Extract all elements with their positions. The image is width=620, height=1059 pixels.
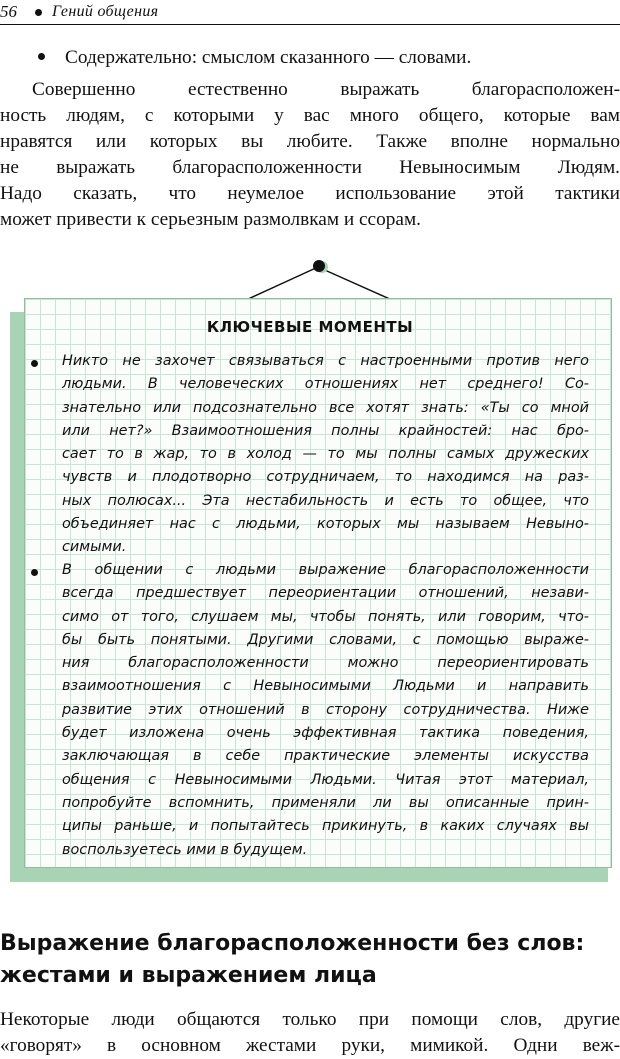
text-line: будет изложена очень эффективная тактика поведения, [62, 725, 589, 742]
key-points-title: КЛЮЧЕВЫЕ МОМЕНТЫ [206, 318, 414, 336]
text-line: бы быть понятыми. Другими словами, с помощью выраже- [62, 631, 589, 648]
text-line: заключающая в себе практические элементы искусства [62, 748, 589, 765]
text-line: ность людям, с которыми у вас много общего, которые вам [0, 105, 620, 126]
text-line: нравятся или которых вы любите. Также вполне нормально [0, 131, 620, 152]
closing-paragraph [0, 1007, 620, 1059]
text-line: сает то в жар, то в холод — то мы полны самых дружеских [62, 446, 589, 463]
text-line: может привести к серьезным размолвкам и ссорам. [0, 209, 421, 230]
text-line: Надо сказать, что неумелое использование этой тактики [0, 183, 620, 204]
text-line: симыми. [62, 539, 127, 556]
text-line: чувств и плодотворно сотрудничаем, то находимся на раз- [62, 469, 589, 486]
text-line: В общении с людьми выражение благорасположенности [62, 562, 589, 578]
header-rule [0, 24, 620, 25]
text-line: попробуйте вспомнить, применяли ли вы описанные прин- [62, 794, 589, 811]
bullet-icon [31, 360, 38, 367]
section-heading-line: Выражение благорасположенности без слов: [0, 931, 585, 956]
text-line: «говорят» в основном жестами руки, мимикой. Одни веж- [0, 1035, 620, 1056]
intro-paragraph [0, 77, 620, 233]
intro-bullet [38, 47, 471, 69]
text-line: Некоторые люди общаются только при помощи слов, другие [0, 1009, 620, 1030]
key-point-item-1 [62, 350, 589, 560]
text-line: Совершенно естественно выражать благорасположен- [32, 79, 620, 100]
text-line: не выражать благорасположенности Невыносимым Людям. [0, 157, 620, 178]
running-header [0, 0, 620, 26]
text-line: всегда предшествует переориентации отношений, незави- [62, 585, 589, 602]
header-bullet-icon [35, 9, 42, 16]
text-line: симо от того, слушаем мы, чтобы понять, или говорим, что- [62, 608, 589, 625]
bullet-icon [31, 569, 38, 576]
section-heading-line: жестами и выражением лица [0, 963, 377, 988]
bullet-icon [38, 53, 45, 60]
text-line: знательно или подсознательно все хотят знать: «Ты со мной [62, 399, 589, 416]
section-heading [0, 928, 620, 992]
text-line: развитие этих отношений в сторону сотрудничества. Ниже [62, 701, 589, 718]
intro-bullet-text: Содержательно: смыслом сказанного — словами. [65, 47, 472, 68]
text-line: воспользуетесь ими в будущем. [62, 841, 308, 858]
text-line: Никто не захочет связываться с настроенными против него [62, 353, 589, 369]
text-line: ципы раньше, и попытайтесь прикинуть, в каких случаях вы [62, 818, 589, 835]
page-number: 56 [0, 2, 17, 21]
text-line: людьми. В человеческих отношениях нет среднего! Со- [62, 376, 589, 393]
text-line: ных полюсах... Эта нестабильность и есть то общее, что [62, 492, 589, 509]
text-line: объединяет нас с людьми, которых мы называем Невыно- [62, 516, 589, 533]
text-line: ния благорасположенности можно переориентировать [62, 655, 589, 672]
text-line: или нет?» Взаимоотношения полны крайностей: нас бро- [62, 422, 589, 439]
text-line: общения с Невыносимыми Людьми. Читая этот материал, [62, 771, 589, 788]
text-line: взаимоотношения с Невыносимыми Людьми и направить [62, 678, 589, 695]
book-title: Гений общения [52, 3, 159, 20]
key-point-item-2 [62, 559, 589, 862]
